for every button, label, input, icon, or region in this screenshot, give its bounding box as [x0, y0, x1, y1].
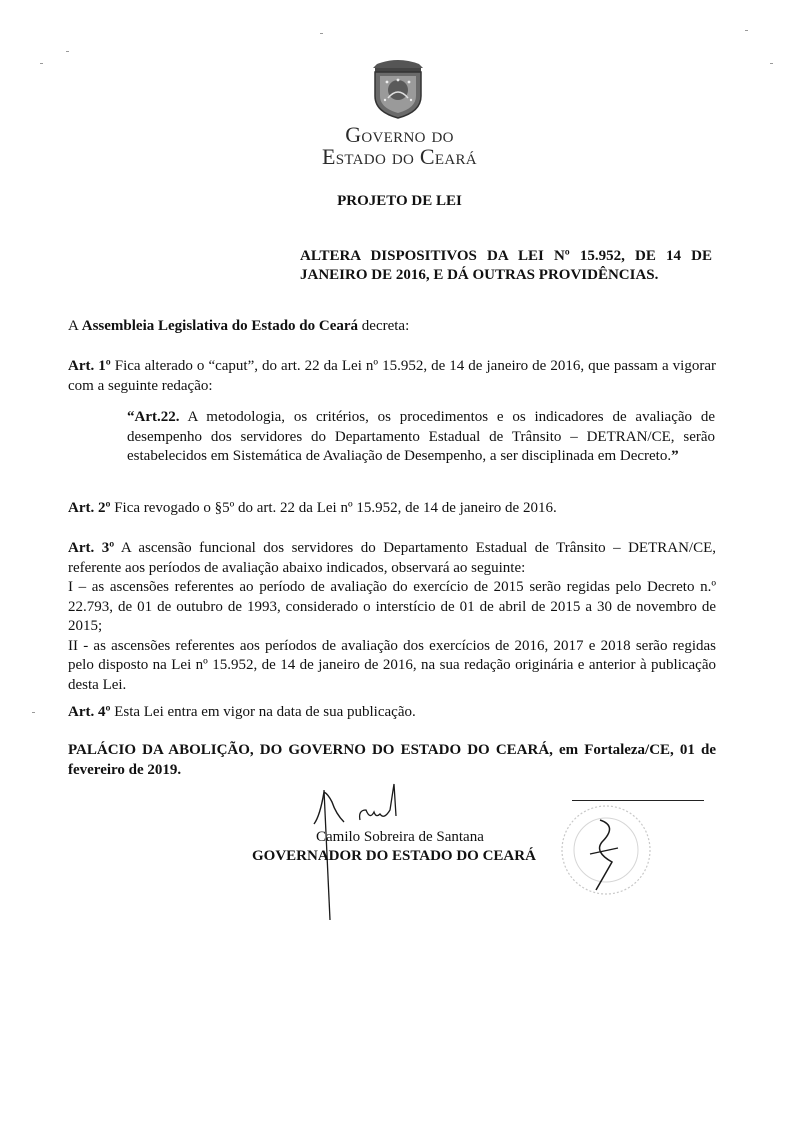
header-estado: Estado do Ceará	[322, 144, 477, 169]
article-22-quote: “Art.22. A metodologia, os critérios, os procedimentos e os indicadores de avaliação de desempenho dos servidores do Departamento Estadual de Trânsito – DETRAN/CE, serão estabelecidos em Sistemática de Avaliação de Desempenho, a ser disciplinada em Decreto.”	[127, 409, 715, 464]
article-label: Art. 1º	[68, 358, 111, 374]
document-title: PROJETO DE LEI	[337, 193, 462, 209]
scan-speck	[745, 30, 748, 31]
scan-speck	[32, 712, 35, 713]
signatory-role: GOVERNADOR DO ESTADO DO CEARÁ	[252, 848, 536, 864]
signatory-name: Camilo Sobreira de Santana	[316, 829, 484, 845]
closing-formula: PALÁCIO DA ABOLIÇÃO, DO GOVERNO DO ESTADO DO CEARÁ, em Fortaleza/CE, 01 de fevereiro de 2019.	[68, 742, 716, 778]
article-label: “Art.22.	[127, 409, 180, 425]
scan-speck	[40, 63, 43, 64]
header-governo: Governo do	[345, 122, 454, 147]
article-1: Art. 1º Fica alterado o “caput”, do art. 22 da Lei nº 15.952, de 14 de janeiro de 2016, que passam a vigorar com a seguinte redação:	[68, 358, 717, 394]
official-stamp-icon	[556, 800, 656, 900]
preamble: A Assembleia Legislativa do Estado do Ceará decreta:	[68, 318, 410, 334]
scan-speck	[770, 63, 773, 64]
ceara-coat-of-arms-icon	[363, 56, 433, 120]
scan-speck	[66, 51, 69, 52]
article-4: Art. 4º Esta Lei entra em vigor na data de sua publicação.	[68, 704, 416, 720]
article-label: Art. 2º	[68, 500, 111, 516]
article-label: Art. 4º	[68, 704, 111, 720]
scan-speck	[320, 33, 323, 34]
article-3: Art. 3º A ascensão funcional dos servidores do Departamento Estadual de Trânsito – DETRAN/CE, referente aos períodos de avaliação abaixo indicados, observará ao seguinte: I – as ascensões referentes ao período de avaliação do exercício de 2015 serão regidas pelo Decreto n.º 22.793, de 01 de outubro de 1993, considerado o interstício de 01 de abril de 2015 a 30 de novembro de 2015; II - as ascensões referentes aos períodos de avaliação dos exercícios de 2016, 2017 e 2018 serão regidas pelo disposto na Lei nº 15.952, de 14 de janeiro de 2016, na sua redação originária e anterior à publicação desta Lei.	[68, 540, 716, 693]
article-label: Art. 3º	[68, 540, 115, 556]
article-3-item-1: I – as ascensões referentes ao período de avaliação do exercício de 2015 serão regidas pelo Decreto n.º 22.793, de 01 de outubro de 1993, considerado o interstício de 01 de abril de 2015 a 30 de novembro de 2015;	[68, 579, 716, 634]
ementa: ALTERA DISPOSITIVOS DA LEI Nº 15.952, DE 14 DE JANEIRO DE 2016, E DÁ OUTRAS PROVIDÊNCIAS.	[300, 248, 712, 283]
article-3-item-2: II - as ascensões referentes aos períodos de avaliação dos exercícios de 2016, 2017 e 2018 serão regidas pelo disposto na Lei nº 15.952, de 14 de janeiro de 2016, na sua redação originária e anterior à publicação desta Lei.	[68, 637, 716, 693]
article-2: Art. 2º Fica revogado o §5º do art. 22 da Lei nº 15.952, de 14 de janeiro de 2016.	[68, 500, 557, 516]
